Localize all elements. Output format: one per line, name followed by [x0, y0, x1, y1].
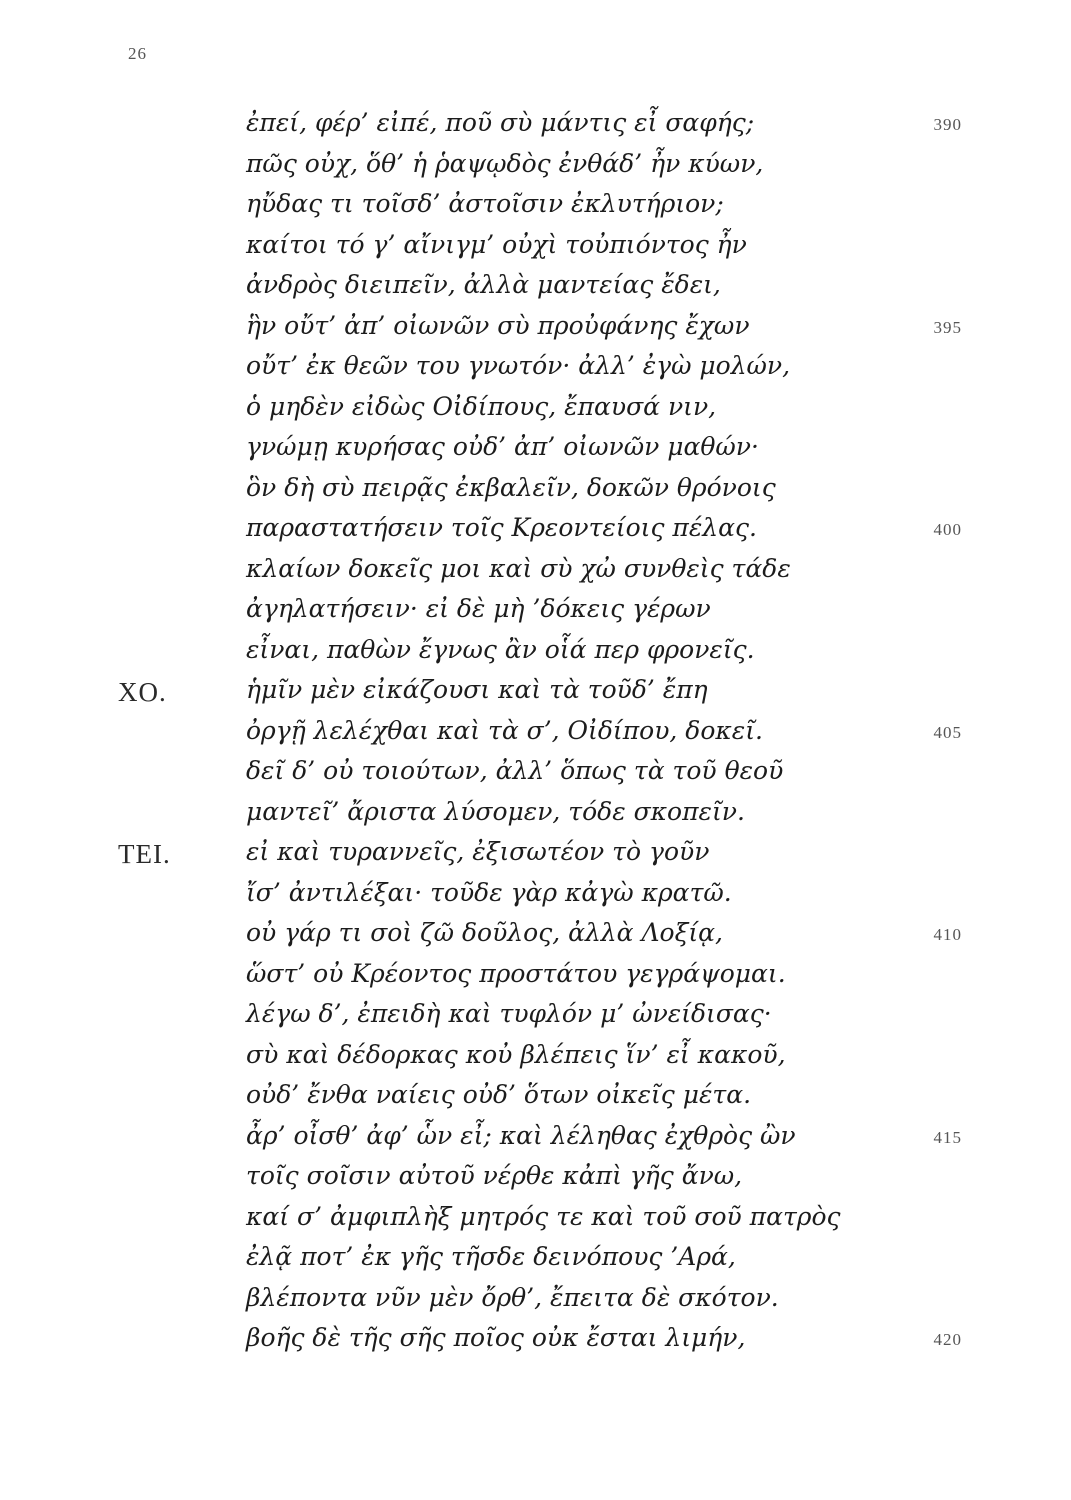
verse-text: οὐ γάρ τι σοὶ ζῶ δοῦλος, ἀλλὰ Λοξίᾳ, — [246, 918, 723, 947]
verse-line — [0, 265, 1071, 306]
verse-line — [0, 346, 1071, 387]
verse-line — [0, 184, 1071, 225]
verse-line — [0, 225, 1071, 266]
verse-text: ἆρ’ οἶσθ’ ἀφ’ ὧν εἶ; καὶ λέληθας ἐχθρὸς ὢν — [246, 1120, 796, 1150]
verse-line — [0, 630, 1071, 671]
verse-line — [0, 1278, 1071, 1319]
verse-text: ἐλᾷ ποτ’ ἐκ γῆς τῆσδε δεινόπους ’Αρά, — [246, 1242, 736, 1271]
verse-line — [0, 1035, 1071, 1076]
verse-line — [0, 1156, 1071, 1197]
verse-text: ὃν δὴ σὺ πειρᾷς ἐκβαλεῖν, δοκῶν θρόνοις — [246, 472, 776, 502]
verse-line — [0, 994, 1071, 1035]
verse-line — [0, 1197, 1071, 1238]
verse-text: ἴσ’ ἀντιλέξαι· τοῦδε γὰρ κἀγὼ κρατῶ. — [246, 877, 732, 907]
speaker-label: ΧΟ. — [118, 677, 167, 707]
verse-text: καίτοι τό γ’ αἴνιγμ’ οὐχὶ τοὐπιόντος ἦν — [246, 229, 747, 259]
line-number: 420 — [933, 1330, 962, 1349]
verse-text: ἡμῖν μὲν εἰκάζουσι καὶ τὰ τοῦδ’ ἔπη — [246, 675, 708, 704]
verse-line — [0, 387, 1071, 428]
verse-text: μαντεῖ’ ἄριστα λύσομεν, τόδε σκοπεῖν. — [246, 796, 745, 826]
verse-text: καί σ’ ἀμφιπλὴξ μητρός τε καὶ τοῦ σοῦ πατρὸς — [246, 1201, 841, 1231]
verse-line — [0, 508, 1071, 549]
verse-text: ἀγηλατήσειν· εἰ δὲ μὴ ’δόκεις γέρων — [246, 594, 711, 623]
verse-block — [0, 103, 1071, 1359]
verse-line — [0, 306, 1071, 347]
verse-text: ἐπεί, φέρ’ εἰπέ, ποῦ σὺ μάντις εἶ σαφής; — [246, 108, 755, 137]
verse-text: δεῖ δ’ οὐ τοιούτων, ἀλλ’ ὅπως τὰ τοῦ θεοῦ — [246, 756, 784, 785]
verse-line — [0, 792, 1071, 833]
verse-text: πῶς οὐχ, ὅθ’ ἡ ῥαψῳδὸς ἐνθάδ’ ἦν κύων, — [246, 148, 764, 178]
verse-text: βλέποντα νῦν μὲν ὄρθ’, ἔπειτα δὲ σκότον. — [246, 1282, 779, 1312]
verse-text: εἶναι, παθὼν ἔγνως ἂν οἷά περ φρονεῖς. — [246, 634, 755, 664]
verse-text: ἣν οὔτ’ ἀπ’ οἰωνῶν σὺ προὐφάνης ἔχων — [246, 310, 750, 340]
page-number: 26 — [128, 44, 147, 63]
verse-line — [0, 1075, 1071, 1116]
line-number: 395 — [933, 317, 962, 337]
verse-text: παραστατήσειν τοῖς Κρεοντείοις πέλας. — [246, 513, 757, 542]
verse-line — [0, 711, 1071, 752]
verse-line — [0, 873, 1071, 914]
verse-line — [0, 103, 1071, 144]
verse-line — [0, 1116, 1071, 1157]
verse-line — [0, 468, 1071, 509]
verse-text: σὺ καὶ δέδορκας κοὐ βλέπεις ἵν’ εἶ κακοῦ, — [246, 1039, 786, 1069]
verse-text: λέγω δ’, ἐπειδὴ καὶ τυφλόν μ’ ὠνείδισας· — [246, 999, 772, 1028]
verse-text: ηὔδας τι τοῖσδ’ ἀστοῖσιν ἐκλυτήριον; — [246, 189, 724, 218]
verse-line — [0, 144, 1071, 185]
verse-text: οὔτ’ ἐκ θεῶν του γνωτόν· ἀλλ’ ἐγὼ μολών, — [246, 351, 791, 380]
verse-text: ὁ μηδὲν εἰδὼς Οἰδίπους, ἔπαυσά νιν, — [246, 391, 717, 421]
verse-text: βοῆς δὲ τῆς σῆς ποῖος οὐκ ἔσται λιμήν, — [246, 1323, 746, 1352]
verse-line — [0, 1318, 1071, 1359]
verse-line — [0, 1237, 1071, 1278]
verse-line — [0, 427, 1071, 468]
verse-text: ὀργῇ λελέχθαι καὶ τὰ σ’, Οἰδίπου, δοκεῖ. — [246, 715, 763, 745]
verse-text: γνώμῃ κυρήσας οὐδ’ ἀπ’ οἰωνῶν μαθών· — [246, 432, 759, 461]
line-number: 415 — [933, 1127, 962, 1147]
line-number: 390 — [933, 115, 962, 134]
line-number: 400 — [933, 520, 962, 539]
verse-text: εἰ καὶ τυραννεῖς, ἐξισωτέον τὸ γοῦν — [246, 837, 710, 866]
verse-line — [0, 589, 1071, 630]
verse-line — [0, 954, 1071, 995]
verse-line — [0, 670, 1071, 711]
line-number: 405 — [933, 722, 962, 742]
line-number: 410 — [933, 925, 962, 944]
verse-line — [0, 549, 1071, 590]
speaker-label: ΤΕΙ. — [118, 839, 171, 869]
verse-line — [0, 913, 1071, 954]
verse-text: ὥστ’ οὐ Κρέοντος προστάτου γεγράψομαι. — [246, 958, 786, 988]
verse-text: οὐδ’ ἔνθα ναίεις οὐδ’ ὅτων οἰκεῖς μέτα. — [246, 1080, 752, 1109]
verse-text: κλαίων δοκεῖς μοι καὶ σὺ χὠ συνθεὶς τάδε — [246, 553, 791, 583]
verse-line — [0, 832, 1071, 873]
verse-text: τοῖς σοῖσιν αὐτοῦ νέρθε κἀπὶ γῆς ἄνω, — [246, 1161, 743, 1190]
verse-text: ἀνδρὸς διειπεῖν, ἀλλὰ μαντείας ἔδει, — [246, 270, 721, 299]
verse-line — [0, 751, 1071, 792]
